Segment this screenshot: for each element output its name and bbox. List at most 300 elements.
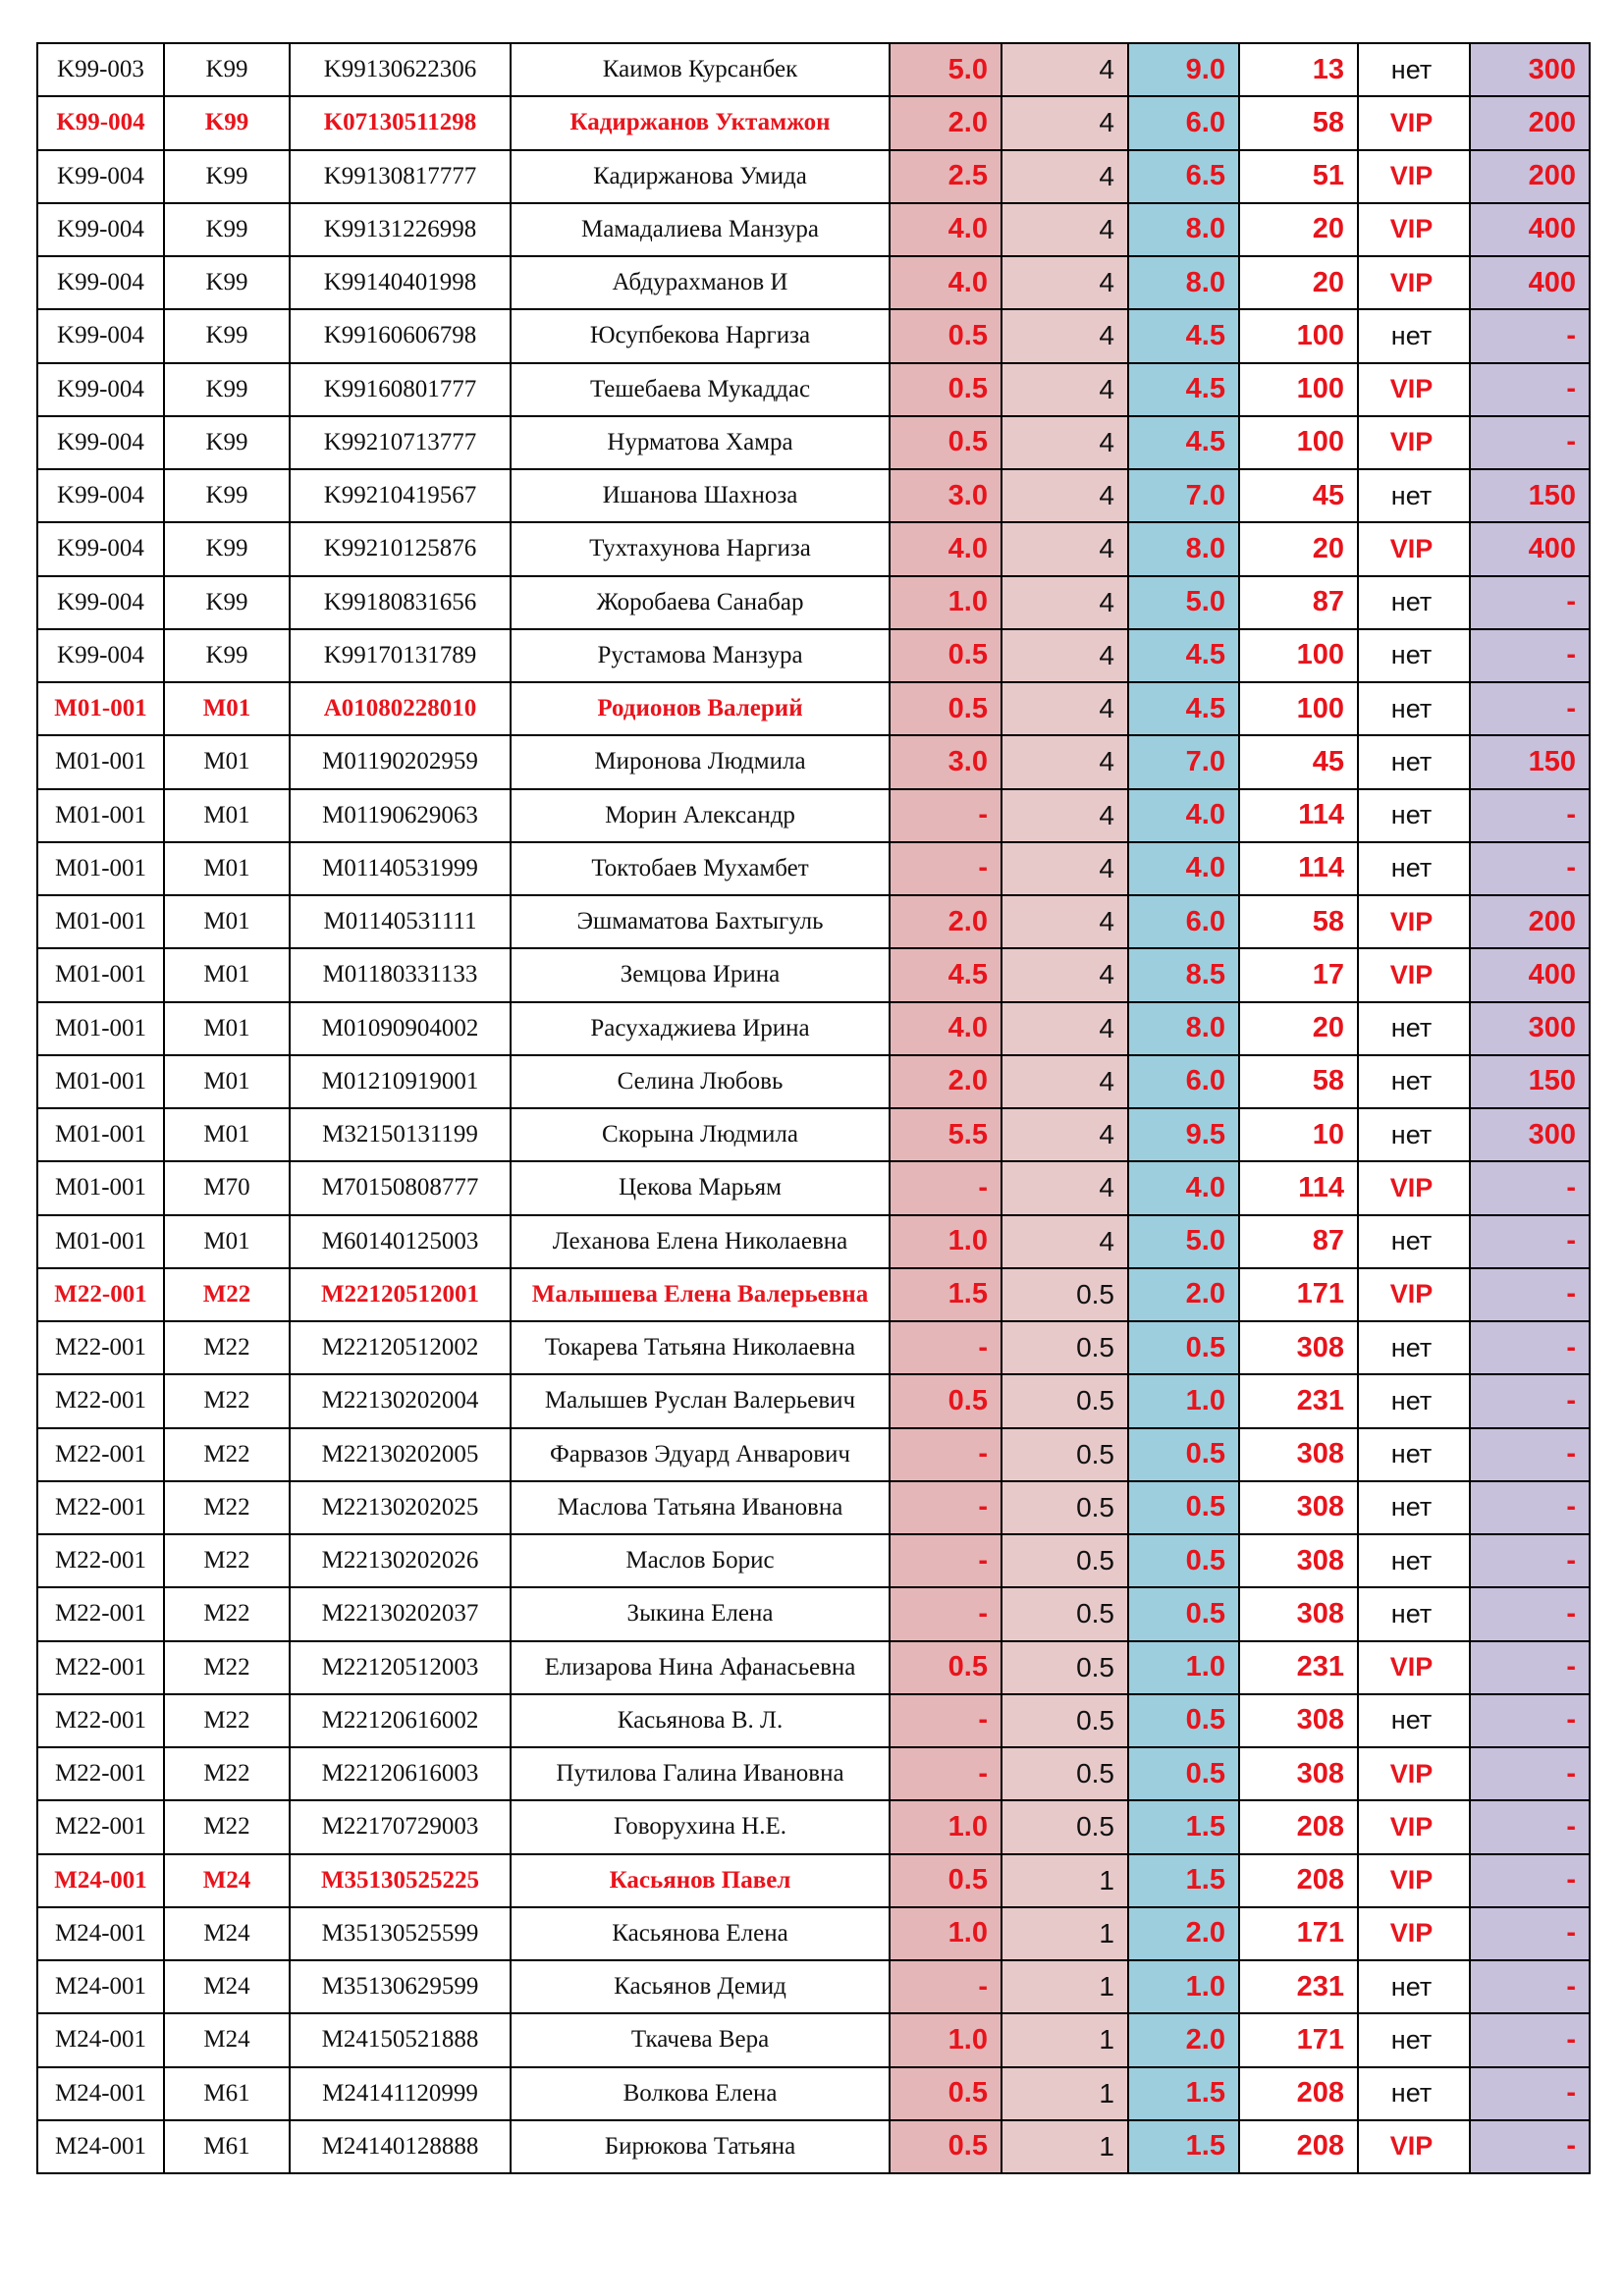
rank-cell: 114: [1239, 789, 1358, 842]
member-name-cell: Миронова Людмила: [511, 735, 890, 788]
base-points-cell: 4: [1001, 629, 1128, 682]
rank-cell: 13: [1239, 43, 1358, 96]
group-code-cell: M01: [164, 842, 290, 895]
member-code-cell: M01-001: [37, 682, 164, 735]
vip-status-cell: нет: [1358, 1374, 1470, 1427]
bonus-amount-cell: 300: [1470, 43, 1590, 96]
member-code-cell: K99-004: [37, 96, 164, 149]
personal-points-cell: 4.0: [890, 256, 1001, 309]
bonus-amount-cell: 300: [1470, 1002, 1590, 1055]
personal-points-cell: 1.0: [890, 1800, 1001, 1853]
bonus-amount-cell: -: [1470, 1428, 1590, 1481]
bonus-amount-cell: -: [1470, 1534, 1590, 1587]
total-points-cell: 6.0: [1128, 96, 1239, 149]
total-points-cell: 7.0: [1128, 469, 1239, 522]
table-row: [37, 576, 1590, 629]
total-points-cell: 9.5: [1128, 1108, 1239, 1161]
member-name-cell: Малышева Елена Валерьевна: [511, 1268, 890, 1321]
table-row: [37, 2067, 1590, 2120]
base-points-cell: 0.5: [1001, 1268, 1128, 1321]
table-row: [37, 1481, 1590, 1534]
table-row: [37, 150, 1590, 203]
vip-status-cell: VIP: [1358, 256, 1470, 309]
base-points-cell: 4: [1001, 469, 1128, 522]
member-table: [36, 42, 1591, 2174]
vip-status-cell: нет: [1358, 1321, 1470, 1374]
total-points-cell: 2.0: [1128, 1268, 1239, 1321]
account-number-cell: K99160606798: [290, 309, 511, 362]
member-name-cell: Зыкина Елена: [511, 1587, 890, 1640]
base-points-cell: 0.5: [1001, 1747, 1128, 1800]
rank-cell: 308: [1239, 1534, 1358, 1587]
group-code-cell: M22: [164, 1534, 290, 1587]
account-number-cell: M32150131199: [290, 1108, 511, 1161]
table-row-leader: [37, 96, 1590, 149]
bonus-amount-cell: 200: [1470, 150, 1590, 203]
table-row: [37, 948, 1590, 1001]
bonus-amount-cell: -: [1470, 1161, 1590, 1214]
table-row: [37, 1428, 1590, 1481]
member-code-cell: M22-001: [37, 1800, 164, 1853]
vip-status-cell: нет: [1358, 2067, 1470, 2120]
total-points-cell: 6.5: [1128, 150, 1239, 203]
rank-cell: 308: [1239, 1587, 1358, 1640]
account-number-cell: K99210125876: [290, 522, 511, 575]
group-code-cell: M22: [164, 1428, 290, 1481]
table-row: [37, 43, 1590, 96]
bonus-amount-cell: -: [1470, 1215, 1590, 1268]
personal-points-cell: 1.0: [890, 576, 1001, 629]
vip-status-cell: VIP: [1358, 416, 1470, 469]
member-code-cell: M01-001: [37, 735, 164, 788]
personal-points-cell: 2.0: [890, 895, 1001, 948]
rank-cell: 308: [1239, 1321, 1358, 1374]
table-row: [37, 1002, 1590, 1055]
bonus-amount-cell: 200: [1470, 895, 1590, 948]
bonus-amount-cell: -: [1470, 363, 1590, 416]
table-row: [37, 1374, 1590, 1427]
account-number-cell: M60140125003: [290, 1215, 511, 1268]
group-code-cell: M01: [164, 735, 290, 788]
base-points-cell: 4: [1001, 309, 1128, 362]
rank-cell: 45: [1239, 735, 1358, 788]
base-points-cell: 4: [1001, 1108, 1128, 1161]
total-points-cell: 4.5: [1128, 416, 1239, 469]
vip-status-cell: нет: [1358, 1694, 1470, 1747]
group-code-cell: K99: [164, 576, 290, 629]
table-row: [37, 309, 1590, 362]
personal-points-cell: -: [890, 789, 1001, 842]
vip-status-cell: VIP: [1358, 2120, 1470, 2173]
rank-cell: 45: [1239, 469, 1358, 522]
total-points-cell: 1.0: [1128, 1641, 1239, 1694]
bonus-amount-cell: -: [1470, 1747, 1590, 1800]
table-row: [37, 1108, 1590, 1161]
table-row: [37, 256, 1590, 309]
personal-points-cell: 3.0: [890, 469, 1001, 522]
personal-points-cell: 4.0: [890, 522, 1001, 575]
bonus-amount-cell: 400: [1470, 203, 1590, 256]
table-row: [37, 1907, 1590, 1960]
group-code-cell: M24: [164, 1960, 290, 2013]
account-number-cell: K99131226998: [290, 203, 511, 256]
total-points-cell: 5.0: [1128, 576, 1239, 629]
member-code-cell: M24-001: [37, 1960, 164, 2013]
bonus-amount-cell: -: [1470, 2120, 1590, 2173]
group-code-cell: M22: [164, 1481, 290, 1534]
personal-points-cell: 0.5: [890, 629, 1001, 682]
bonus-amount-cell: 150: [1470, 735, 1590, 788]
member-code-cell: M24-001: [37, 2013, 164, 2066]
table-row: [37, 522, 1590, 575]
total-points-cell: 5.0: [1128, 1215, 1239, 1268]
rank-cell: 20: [1239, 203, 1358, 256]
account-number-cell: K99130622306: [290, 43, 511, 96]
member-code-cell: M24-001: [37, 1854, 164, 1907]
vip-status-cell: VIP: [1358, 96, 1470, 149]
total-points-cell: 8.0: [1128, 256, 1239, 309]
bonus-amount-cell: -: [1470, 1960, 1590, 2013]
group-code-cell: M22: [164, 1641, 290, 1694]
total-points-cell: 0.5: [1128, 1534, 1239, 1587]
account-number-cell: M22120616003: [290, 1747, 511, 1800]
vip-status-cell: VIP: [1358, 203, 1470, 256]
member-code-cell: M22-001: [37, 1641, 164, 1694]
group-code-cell: M61: [164, 2067, 290, 2120]
personal-points-cell: -: [890, 1747, 1001, 1800]
bonus-amount-cell: -: [1470, 2013, 1590, 2066]
bonus-amount-cell: -: [1470, 1907, 1590, 1960]
personal-points-cell: 1.0: [890, 1215, 1001, 1268]
vip-status-cell: нет: [1358, 1587, 1470, 1640]
member-name-cell: Касьянов Демид: [511, 1960, 890, 2013]
rank-cell: 17: [1239, 948, 1358, 1001]
group-code-cell: M22: [164, 1694, 290, 1747]
vip-status-cell: нет: [1358, 1055, 1470, 1108]
rank-cell: 114: [1239, 1161, 1358, 1214]
rank-cell: 58: [1239, 895, 1358, 948]
member-name-cell: Цекова Марьям: [511, 1161, 890, 1214]
group-code-cell: M24: [164, 2013, 290, 2066]
vip-status-cell: VIP: [1358, 1854, 1470, 1907]
total-points-cell: 0.5: [1128, 1694, 1239, 1747]
group-code-cell: M70: [164, 1161, 290, 1214]
group-code-cell: M22: [164, 1587, 290, 1640]
table-row: [37, 895, 1590, 948]
group-code-cell: M01: [164, 895, 290, 948]
vip-status-cell: VIP: [1358, 1800, 1470, 1853]
base-points-cell: 0.5: [1001, 1800, 1128, 1853]
base-points-cell: 1: [1001, 1854, 1128, 1907]
base-points-cell: 0.5: [1001, 1428, 1128, 1481]
personal-points-cell: 2.0: [890, 1055, 1001, 1108]
vip-status-cell: VIP: [1358, 895, 1470, 948]
bonus-amount-cell: -: [1470, 682, 1590, 735]
member-name-cell: Эшмаматова Бахтыгуль: [511, 895, 890, 948]
account-number-cell: M22120512003: [290, 1641, 511, 1694]
base-points-cell: 4: [1001, 1215, 1128, 1268]
total-points-cell: 7.0: [1128, 735, 1239, 788]
bonus-amount-cell: -: [1470, 842, 1590, 895]
base-points-cell: 4: [1001, 96, 1128, 149]
table-row: [37, 1534, 1590, 1587]
vip-status-cell: VIP: [1358, 363, 1470, 416]
base-points-cell: 4: [1001, 416, 1128, 469]
group-code-cell: K99: [164, 203, 290, 256]
account-number-cell: M22120512001: [290, 1268, 511, 1321]
account-number-cell: M01180331133: [290, 948, 511, 1001]
group-code-cell: K99: [164, 256, 290, 309]
member-code-cell: M01-001: [37, 842, 164, 895]
base-points-cell: 1: [1001, 1907, 1128, 1960]
bonus-amount-cell: -: [1470, 576, 1590, 629]
personal-points-cell: 0.5: [890, 309, 1001, 362]
bonus-amount-cell: -: [1470, 1694, 1590, 1747]
member-code-cell: M22-001: [37, 1481, 164, 1534]
table-row: [37, 1800, 1590, 1853]
vip-status-cell: VIP: [1358, 1268, 1470, 1321]
bonus-amount-cell: 150: [1470, 1055, 1590, 1108]
rank-cell: 100: [1239, 309, 1358, 362]
account-number-cell: K99170131789: [290, 629, 511, 682]
vip-status-cell: нет: [1358, 1534, 1470, 1587]
vip-status-cell: VIP: [1358, 150, 1470, 203]
account-number-cell: K99210713777: [290, 416, 511, 469]
bonus-amount-cell: 400: [1470, 522, 1590, 575]
member-name-cell: Путилова Галина Ивановна: [511, 1747, 890, 1800]
table-row: [37, 1694, 1590, 1747]
base-points-cell: 1: [1001, 2120, 1128, 2173]
vip-status-cell: нет: [1358, 1481, 1470, 1534]
member-name-cell: Ткачева Вера: [511, 2013, 890, 2066]
vip-status-cell: нет: [1358, 629, 1470, 682]
group-code-cell: M01: [164, 1055, 290, 1108]
total-points-cell: 4.5: [1128, 682, 1239, 735]
account-number-cell: A01080228010: [290, 682, 511, 735]
group-code-cell: K99: [164, 150, 290, 203]
bonus-amount-cell: 400: [1470, 948, 1590, 1001]
personal-points-cell: 1.5: [890, 1268, 1001, 1321]
personal-points-cell: 0.5: [890, 1854, 1001, 1907]
member-code-cell: M01-001: [37, 789, 164, 842]
personal-points-cell: 1.0: [890, 1907, 1001, 1960]
rank-cell: 87: [1239, 1215, 1358, 1268]
total-points-cell: 8.0: [1128, 203, 1239, 256]
member-code-cell: K99-004: [37, 150, 164, 203]
total-points-cell: 8.0: [1128, 522, 1239, 575]
member-name-cell: Токарева Татьяна Николаевна: [511, 1321, 890, 1374]
total-points-cell: 1.0: [1128, 1960, 1239, 2013]
personal-points-cell: 5.0: [890, 43, 1001, 96]
member-name-cell: Морин Александр: [511, 789, 890, 842]
rank-cell: 100: [1239, 363, 1358, 416]
member-name-cell: Леханова Елена Николаевна: [511, 1215, 890, 1268]
table-row: [37, 1587, 1590, 1640]
member-name-cell: Абдурахманов И: [511, 256, 890, 309]
member-name-cell: Мамадалиева Манзура: [511, 203, 890, 256]
account-number-cell: M22130202026: [290, 1534, 511, 1587]
member-name-cell: Касьянова Елена: [511, 1907, 890, 1960]
vip-status-cell: нет: [1358, 1960, 1470, 2013]
base-points-cell: 1: [1001, 2067, 1128, 2120]
total-points-cell: 0.5: [1128, 1481, 1239, 1534]
personal-points-cell: 3.0: [890, 735, 1001, 788]
vip-status-cell: VIP: [1358, 1907, 1470, 1960]
account-number-cell: M24141120999: [290, 2067, 511, 2120]
member-code-cell: K99-004: [37, 629, 164, 682]
vip-status-cell: VIP: [1358, 1747, 1470, 1800]
total-points-cell: 9.0: [1128, 43, 1239, 96]
rank-cell: 100: [1239, 416, 1358, 469]
bonus-amount-cell: 300: [1470, 1108, 1590, 1161]
rank-cell: 308: [1239, 1428, 1358, 1481]
base-points-cell: 1: [1001, 1960, 1128, 2013]
group-code-cell: K99: [164, 469, 290, 522]
member-code-cell: M01-001: [37, 1055, 164, 1108]
member-code-cell: M01-001: [37, 895, 164, 948]
account-number-cell: M70150808777: [290, 1161, 511, 1214]
table-row: [37, 203, 1590, 256]
total-points-cell: 2.0: [1128, 1907, 1239, 1960]
account-number-cell: M24140128888: [290, 2120, 511, 2173]
bonus-amount-cell: -: [1470, 1374, 1590, 1427]
group-code-cell: M22: [164, 1374, 290, 1427]
member-name-cell: Токтобаев Мухамбет: [511, 842, 890, 895]
member-name-cell: Расухаджиева Ирина: [511, 1002, 890, 1055]
member-code-cell: M22-001: [37, 1534, 164, 1587]
rank-cell: 10: [1239, 1108, 1358, 1161]
member-code-cell: K99-004: [37, 309, 164, 362]
member-name-cell: Говорухина Н.Е.: [511, 1800, 890, 1853]
group-code-cell: M22: [164, 1321, 290, 1374]
member-name-cell: Тешебаева Мукаддас: [511, 363, 890, 416]
account-number-cell: M01090904002: [290, 1002, 511, 1055]
vip-status-cell: нет: [1358, 469, 1470, 522]
table-row: [37, 363, 1590, 416]
total-points-cell: 4.0: [1128, 789, 1239, 842]
total-points-cell: 0.5: [1128, 1587, 1239, 1640]
base-points-cell: 4: [1001, 522, 1128, 575]
table-row: [37, 1321, 1590, 1374]
personal-points-cell: -: [890, 842, 1001, 895]
base-points-cell: 0.5: [1001, 1694, 1128, 1747]
member-name-cell: Кадиржанова Умида: [511, 150, 890, 203]
account-number-cell: M01190629063: [290, 789, 511, 842]
member-name-cell: Ишанова Шахноза: [511, 469, 890, 522]
total-points-cell: 4.5: [1128, 309, 1239, 362]
base-points-cell: 0.5: [1001, 1481, 1128, 1534]
base-points-cell: 0.5: [1001, 1534, 1128, 1587]
member-name-cell: Касьянов Павел: [511, 1854, 890, 1907]
vip-status-cell: нет: [1358, 43, 1470, 96]
account-number-cell: M35130629599: [290, 1960, 511, 2013]
account-number-cell: K99210419567: [290, 469, 511, 522]
account-number-cell: M01190202959: [290, 735, 511, 788]
member-code-cell: M22-001: [37, 1268, 164, 1321]
member-name-cell: Малышев Руслан Валерьевич: [511, 1374, 890, 1427]
account-number-cell: M01140531999: [290, 842, 511, 895]
table-row: [37, 789, 1590, 842]
table-row: [37, 1747, 1590, 1800]
vip-status-cell: VIP: [1358, 948, 1470, 1001]
member-code-cell: M01-001: [37, 1161, 164, 1214]
account-number-cell: K99160801777: [290, 363, 511, 416]
rank-cell: 20: [1239, 522, 1358, 575]
personal-points-cell: 0.5: [890, 363, 1001, 416]
rank-cell: 208: [1239, 2120, 1358, 2173]
account-number-cell: M22120616002: [290, 1694, 511, 1747]
bonus-amount-cell: -: [1470, 1641, 1590, 1694]
vip-status-cell: VIP: [1358, 1161, 1470, 1214]
personal-points-cell: 0.5: [890, 2067, 1001, 2120]
member-code-cell: M24-001: [37, 2067, 164, 2120]
total-points-cell: 1.5: [1128, 1854, 1239, 1907]
account-number-cell: M24150521888: [290, 2013, 511, 2066]
member-name-cell: Родионов Валерий: [511, 682, 890, 735]
base-points-cell: 1: [1001, 2013, 1128, 2066]
member-name-cell: Рустамова Манзура: [511, 629, 890, 682]
member-code-cell: M01-001: [37, 1002, 164, 1055]
table-row: [37, 1215, 1590, 1268]
account-number-cell: M22130202037: [290, 1587, 511, 1640]
member-code-cell: M22-001: [37, 1428, 164, 1481]
rank-cell: 58: [1239, 1055, 1358, 1108]
total-points-cell: 1.5: [1128, 1800, 1239, 1853]
personal-points-cell: -: [890, 1694, 1001, 1747]
table-row: [37, 2013, 1590, 2066]
table-row-leader: [37, 1268, 1590, 1321]
rank-cell: 114: [1239, 842, 1358, 895]
rank-cell: 208: [1239, 1800, 1358, 1853]
group-code-cell: K99: [164, 416, 290, 469]
table-row: [37, 1960, 1590, 2013]
table-row: [37, 1641, 1590, 1694]
bonus-amount-cell: 150: [1470, 469, 1590, 522]
personal-points-cell: 4.5: [890, 948, 1001, 1001]
group-code-cell: M01: [164, 1215, 290, 1268]
base-points-cell: 0.5: [1001, 1587, 1128, 1640]
total-points-cell: 4.0: [1128, 842, 1239, 895]
total-points-cell: 2.0: [1128, 2013, 1239, 2066]
rank-cell: 308: [1239, 1747, 1358, 1800]
base-points-cell: 4: [1001, 895, 1128, 948]
account-number-cell: M22130202025: [290, 1481, 511, 1534]
vip-status-cell: нет: [1358, 789, 1470, 842]
member-code-cell: K99-004: [37, 576, 164, 629]
vip-status-cell: нет: [1358, 735, 1470, 788]
personal-points-cell: -: [890, 1481, 1001, 1534]
account-number-cell: M22130202004: [290, 1374, 511, 1427]
account-number-cell: K07130511298: [290, 96, 511, 149]
vip-status-cell: нет: [1358, 576, 1470, 629]
member-code-cell: M01-001: [37, 1108, 164, 1161]
vip-status-cell: нет: [1358, 1108, 1470, 1161]
base-points-cell: 0.5: [1001, 1641, 1128, 1694]
base-points-cell: 4: [1001, 203, 1128, 256]
member-code-cell: M22-001: [37, 1747, 164, 1800]
member-name-cell: Маслов Борис: [511, 1534, 890, 1587]
total-points-cell: 1.0: [1128, 1374, 1239, 1427]
base-points-cell: 0.5: [1001, 1321, 1128, 1374]
account-number-cell: M22120512002: [290, 1321, 511, 1374]
personal-points-cell: 0.5: [890, 1641, 1001, 1694]
personal-points-cell: 2.5: [890, 150, 1001, 203]
group-code-cell: K99: [164, 629, 290, 682]
personal-points-cell: -: [890, 1161, 1001, 1214]
bonus-amount-cell: -: [1470, 1854, 1590, 1907]
group-code-cell: M22: [164, 1800, 290, 1853]
bonus-amount-cell: -: [1470, 1587, 1590, 1640]
